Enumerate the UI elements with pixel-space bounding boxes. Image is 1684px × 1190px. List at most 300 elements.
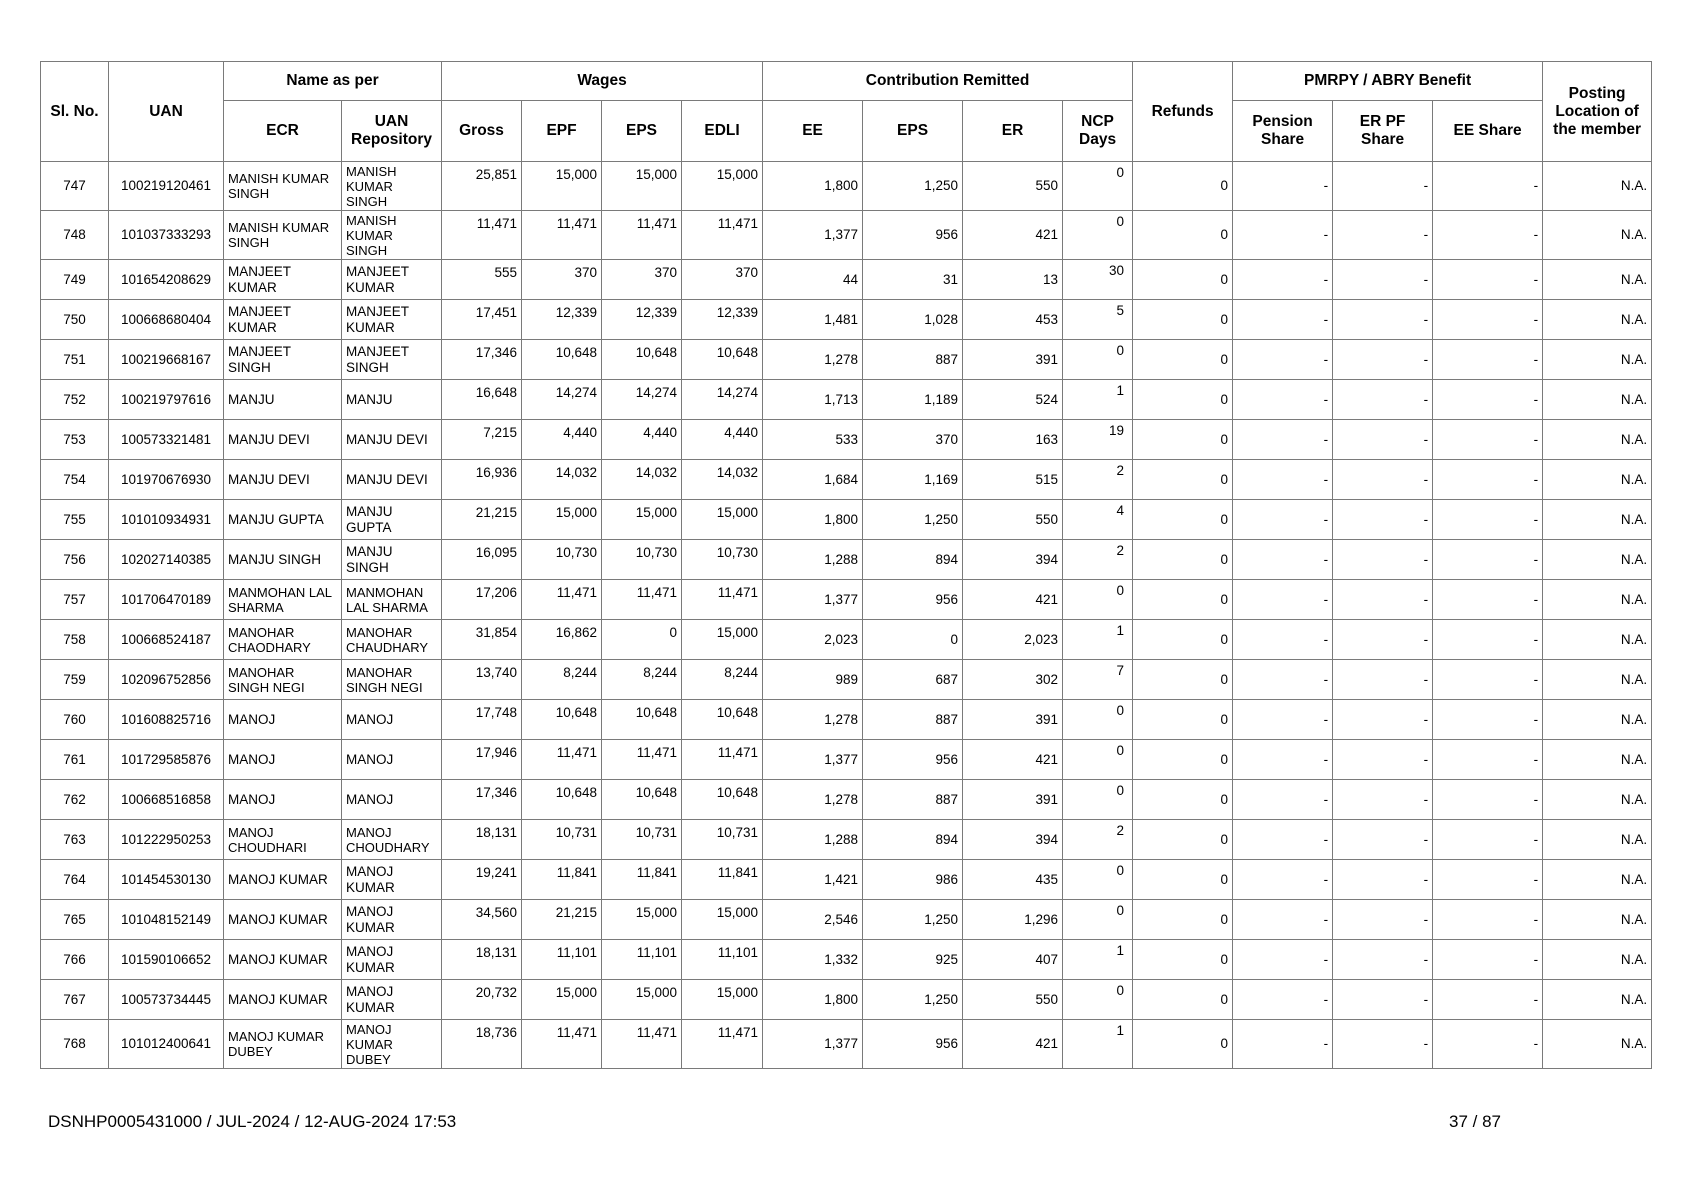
pension-share-cell: -: [1233, 340, 1333, 380]
eps-cell: 10,648: [602, 340, 682, 380]
pension-share-cell: -: [1233, 300, 1333, 340]
sl-no-cell: 758: [41, 620, 109, 660]
er-pf-share-cell: -: [1333, 420, 1433, 460]
ee-cell: 1,481: [763, 300, 863, 340]
er-cell: 550: [963, 500, 1063, 540]
er-pf-share-cell: -: [1333, 260, 1433, 300]
epf-cell: 11,471: [522, 580, 602, 620]
contribution-eps-cell: 887: [863, 780, 963, 820]
sl-no-cell: 754: [41, 460, 109, 500]
eps-cell: 12,339: [602, 300, 682, 340]
uan-repository-name-cell: MANOJ CHOUDHARY: [342, 820, 442, 860]
ecr-name-cell: MANJU GUPTA: [224, 500, 342, 540]
gross-cell: 11,471: [442, 211, 522, 260]
pension-share-cell: -: [1233, 820, 1333, 860]
ecr-name-cell: MANISH KUMAR SINGH: [224, 162, 342, 211]
posting-location-cell: N.A.: [1543, 460, 1652, 500]
uan-cell: 100573321481: [109, 420, 224, 460]
epf-cell: 10,648: [522, 700, 602, 740]
ee-share-cell: -: [1433, 340, 1543, 380]
ecr-name-cell: MANOHAR SINGH NEGI: [224, 660, 342, 700]
er-cell: 453: [963, 300, 1063, 340]
edli-cell: 10,731: [682, 820, 763, 860]
table-row: [41, 700, 1652, 740]
pension-share-cell: -: [1233, 740, 1333, 780]
epf-cell: 10,730: [522, 540, 602, 580]
uan-cell: 101654208629: [109, 260, 224, 300]
posting-location-cell: N.A.: [1543, 860, 1652, 900]
er-pf-share-cell: -: [1333, 460, 1433, 500]
contribution-eps-cell: 31: [863, 260, 963, 300]
header-uan-repository: UAN Repository: [342, 101, 442, 162]
ee-share-cell: -: [1433, 380, 1543, 420]
er-cell: 421: [963, 580, 1063, 620]
er-cell: 391: [963, 340, 1063, 380]
uan-cell: 101970676930: [109, 460, 224, 500]
pension-share-cell: -: [1233, 940, 1333, 980]
table-row: [41, 620, 1652, 660]
refunds-cell: 0: [1133, 620, 1233, 660]
contribution-eps-cell: 956: [863, 211, 963, 260]
eps-cell: 10,648: [602, 780, 682, 820]
eps-cell: 370: [602, 260, 682, 300]
ee-share-cell: -: [1433, 740, 1543, 780]
sl-no-cell: 767: [41, 980, 109, 1020]
sl-no-cell: 755: [41, 500, 109, 540]
edli-cell: 15,000: [682, 900, 763, 940]
epf-cell: 16,862: [522, 620, 602, 660]
gross-cell: 16,095: [442, 540, 522, 580]
refunds-cell: 0: [1133, 260, 1233, 300]
uan-cell: 101608825716: [109, 700, 224, 740]
ee-cell: 1,421: [763, 860, 863, 900]
header-pension-share: Pension Share: [1233, 101, 1333, 162]
er-pf-share-cell: -: [1333, 620, 1433, 660]
header-posting-location: Posting Location of the member: [1543, 62, 1652, 162]
edli-cell: 14,032: [682, 460, 763, 500]
eps-cell: 8,244: [602, 660, 682, 700]
posting-location-cell: N.A.: [1543, 260, 1652, 300]
table-row: [41, 260, 1652, 300]
uan-cell: 100219668167: [109, 340, 224, 380]
uan-repository-name-cell: MANMOHAN LAL SHARMA: [342, 580, 442, 620]
ee-share-cell: -: [1433, 940, 1543, 980]
refunds-cell: 0: [1133, 740, 1233, 780]
eps-cell: 14,274: [602, 380, 682, 420]
edli-cell: 10,730: [682, 540, 763, 580]
gross-cell: 17,346: [442, 780, 522, 820]
gross-cell: 18,131: [442, 820, 522, 860]
refunds-cell: 0: [1133, 940, 1233, 980]
epf-cell: 15,000: [522, 980, 602, 1020]
contribution-eps-cell: 687: [863, 660, 963, 700]
header-contribution-remitted: Contribution Remitted: [763, 62, 1133, 101]
page-number: 37 / 87: [1449, 1112, 1501, 1131]
ee-share-cell: -: [1433, 820, 1543, 860]
sl-no-cell: 759: [41, 660, 109, 700]
ee-cell: 989: [763, 660, 863, 700]
gross-cell: 31,854: [442, 620, 522, 660]
ncp-days-cell: 1: [1063, 380, 1133, 420]
uan-repository-name-cell: MANJEET SINGH: [342, 340, 442, 380]
pension-share-cell: -: [1233, 700, 1333, 740]
uan-cell: 101037333293: [109, 211, 224, 260]
er-pf-share-cell: -: [1333, 211, 1433, 260]
sl-no-cell: 748: [41, 211, 109, 260]
uan-repository-name-cell: MANOHAR CHAUDHARY: [342, 620, 442, 660]
ee-cell: 1,278: [763, 700, 863, 740]
uan-cell: 101706470189: [109, 580, 224, 620]
er-cell: 407: [963, 940, 1063, 980]
edli-cell: 11,101: [682, 940, 763, 980]
er-cell: 2,023: [963, 620, 1063, 660]
uan-cell: 101048152149: [109, 900, 224, 940]
uan-repository-name-cell: MANJU: [342, 380, 442, 420]
ecr-name-cell: MANJEET SINGH: [224, 340, 342, 380]
header-contribution-eps: EPS: [863, 101, 963, 162]
er-cell: 13: [963, 260, 1063, 300]
pension-share-cell: -: [1233, 780, 1333, 820]
table-row: [41, 860, 1652, 900]
refunds-cell: 0: [1133, 380, 1233, 420]
sl-no-cell: 764: [41, 860, 109, 900]
uan-repository-name-cell: MANOJ KUMAR: [342, 980, 442, 1020]
er-pf-share-cell: -: [1333, 740, 1433, 780]
uan-repository-name-cell: MANOJ KUMAR: [342, 860, 442, 900]
ecr-name-cell: MANJU: [224, 380, 342, 420]
ncp-days-cell: 0: [1063, 980, 1133, 1020]
document-reference: DSNHP0005431000 / JUL-2024 / 12-AUG-2024 17:53: [48, 1112, 457, 1131]
ee-cell: 1,278: [763, 780, 863, 820]
edli-cell: 10,648: [682, 700, 763, 740]
contribution-eps-cell: 956: [863, 580, 963, 620]
contribution-eps-cell: 1,250: [863, 162, 963, 211]
edli-cell: 11,471: [682, 740, 763, 780]
ee-share-cell: -: [1433, 460, 1543, 500]
contribution-eps-cell: 1,250: [863, 900, 963, 940]
eps-cell: 11,101: [602, 940, 682, 980]
edli-cell: 15,000: [682, 162, 763, 211]
er-pf-share-cell: -: [1333, 580, 1433, 620]
ee-share-cell: -: [1433, 1020, 1543, 1069]
epf-cell: 370: [522, 260, 602, 300]
contribution-eps-cell: 956: [863, 1020, 963, 1069]
refunds-cell: 0: [1133, 540, 1233, 580]
pension-share-cell: -: [1233, 660, 1333, 700]
ecr-name-cell: MANJU DEVI: [224, 460, 342, 500]
ncp-days-cell: 0: [1063, 700, 1133, 740]
table-row: [41, 211, 1652, 260]
header-wages: Wages: [442, 62, 763, 101]
uan-repository-name-cell: MANISH KUMAR SINGH: [342, 162, 442, 211]
gross-cell: 17,451: [442, 300, 522, 340]
ee-share-cell: -: [1433, 900, 1543, 940]
uan-cell: 100219797616: [109, 380, 224, 420]
refunds-cell: 0: [1133, 980, 1233, 1020]
ee-share-cell: -: [1433, 500, 1543, 540]
ee-cell: 1,684: [763, 460, 863, 500]
ncp-days-cell: 19: [1063, 420, 1133, 460]
eps-cell: 14,032: [602, 460, 682, 500]
refunds-cell: 0: [1133, 162, 1233, 211]
er-pf-share-cell: -: [1333, 340, 1433, 380]
edli-cell: 10,648: [682, 340, 763, 380]
ncp-days-cell: 30: [1063, 260, 1133, 300]
ncp-days-cell: 0: [1063, 740, 1133, 780]
ecr-name-cell: MANJU DEVI: [224, 420, 342, 460]
header-er: ER: [963, 101, 1063, 162]
header-eps: EPS: [602, 101, 682, 162]
table-row: [41, 1020, 1652, 1069]
refunds-cell: 0: [1133, 211, 1233, 260]
ee-share-cell: -: [1433, 780, 1543, 820]
table-row: [41, 820, 1652, 860]
pension-share-cell: -: [1233, 420, 1333, 460]
pension-share-cell: -: [1233, 1020, 1333, 1069]
er-pf-share-cell: -: [1333, 940, 1433, 980]
sl-no-cell: 757: [41, 580, 109, 620]
epf-cell: 8,244: [522, 660, 602, 700]
edli-cell: 15,000: [682, 620, 763, 660]
ecr-name-cell: MANOJ: [224, 740, 342, 780]
ee-cell: 2,546: [763, 900, 863, 940]
er-pf-share-cell: -: [1333, 860, 1433, 900]
gross-cell: 17,946: [442, 740, 522, 780]
gross-cell: 17,346: [442, 340, 522, 380]
epf-cell: 11,841: [522, 860, 602, 900]
posting-location-cell: N.A.: [1543, 900, 1652, 940]
ecr-name-cell: MANJEET KUMAR: [224, 300, 342, 340]
epf-cell: 11,101: [522, 940, 602, 980]
edli-cell: 11,841: [682, 860, 763, 900]
uan-repository-name-cell: MANJU GUPTA: [342, 500, 442, 540]
sl-no-cell: 762: [41, 780, 109, 820]
epf-cell: 11,471: [522, 740, 602, 780]
ee-cell: 1,332: [763, 940, 863, 980]
posting-location-cell: N.A.: [1543, 980, 1652, 1020]
eps-cell: 10,730: [602, 540, 682, 580]
uan-cell: 101012400641: [109, 1020, 224, 1069]
epf-cell: 14,032: [522, 460, 602, 500]
refunds-cell: 0: [1133, 900, 1233, 940]
ecr-name-cell: MANJEET KUMAR: [224, 260, 342, 300]
gross-cell: 18,131: [442, 940, 522, 980]
ecr-contribution-table: [40, 61, 1652, 1069]
table-row: [41, 420, 1652, 460]
posting-location-cell: N.A.: [1543, 780, 1652, 820]
er-pf-share-cell: -: [1333, 1020, 1433, 1069]
table-row: [41, 162, 1652, 211]
sl-no-cell: 756: [41, 540, 109, 580]
eps-cell: 11,471: [602, 740, 682, 780]
ecr-name-cell: MANISH KUMAR SINGH: [224, 211, 342, 260]
eps-cell: 11,841: [602, 860, 682, 900]
posting-location-cell: N.A.: [1543, 940, 1652, 980]
er-cell: 163: [963, 420, 1063, 460]
ee-share-cell: -: [1433, 860, 1543, 900]
sl-no-cell: 747: [41, 162, 109, 211]
edli-cell: 14,274: [682, 380, 763, 420]
ncp-days-cell: 1: [1063, 940, 1133, 980]
gross-cell: 20,732: [442, 980, 522, 1020]
refunds-cell: 0: [1133, 660, 1233, 700]
ee-cell: 1,288: [763, 540, 863, 580]
table-row: [41, 580, 1652, 620]
pension-share-cell: -: [1233, 211, 1333, 260]
er-cell: 524: [963, 380, 1063, 420]
posting-location-cell: N.A.: [1543, 380, 1652, 420]
gross-cell: 18,736: [442, 1020, 522, 1069]
refunds-cell: 0: [1133, 1020, 1233, 1069]
sl-no-cell: 752: [41, 380, 109, 420]
epf-cell: 10,648: [522, 340, 602, 380]
gross-cell: 7,215: [442, 420, 522, 460]
ee-share-cell: -: [1433, 162, 1543, 211]
sl-no-cell: 751: [41, 340, 109, 380]
uan-repository-name-cell: MANOJ KUMAR DUBEY: [342, 1020, 442, 1069]
ee-cell: 1,800: [763, 162, 863, 211]
er-cell: 421: [963, 740, 1063, 780]
posting-location-cell: N.A.: [1543, 740, 1652, 780]
posting-location-cell: N.A.: [1543, 420, 1652, 460]
uan-repository-name-cell: MANOJ: [342, 740, 442, 780]
eps-cell: 15,000: [602, 162, 682, 211]
ee-cell: 2,023: [763, 620, 863, 660]
epf-cell: 14,274: [522, 380, 602, 420]
eps-cell: 4,440: [602, 420, 682, 460]
gross-cell: 19,241: [442, 860, 522, 900]
header-epf: EPF: [522, 101, 602, 162]
er-cell: 421: [963, 1020, 1063, 1069]
ee-share-cell: -: [1433, 580, 1543, 620]
ecr-name-cell: MANMOHAN LAL SHARMA: [224, 580, 342, 620]
pension-share-cell: -: [1233, 620, 1333, 660]
gross-cell: 16,648: [442, 380, 522, 420]
ncp-days-cell: 1: [1063, 620, 1133, 660]
sl-no-cell: 749: [41, 260, 109, 300]
ee-cell: 1,288: [763, 820, 863, 860]
eps-cell: 15,000: [602, 980, 682, 1020]
uan-repository-name-cell: MANJU SINGH: [342, 540, 442, 580]
gross-cell: 17,206: [442, 580, 522, 620]
ee-cell: 1,377: [763, 1020, 863, 1069]
contribution-eps-cell: 887: [863, 340, 963, 380]
epf-cell: 15,000: [522, 500, 602, 540]
ee-share-cell: -: [1433, 540, 1543, 580]
posting-location-cell: N.A.: [1543, 660, 1652, 700]
refunds-cell: 0: [1133, 860, 1233, 900]
contribution-eps-cell: 1,250: [863, 500, 963, 540]
er-pf-share-cell: -: [1333, 380, 1433, 420]
ncp-days-cell: 0: [1063, 162, 1133, 211]
ecr-name-cell: MANOJ KUMAR: [224, 940, 342, 980]
uan-cell: 101590106652: [109, 940, 224, 980]
ee-share-cell: -: [1433, 260, 1543, 300]
contribution-eps-cell: 1,189: [863, 380, 963, 420]
ee-share-cell: -: [1433, 660, 1543, 700]
header-ee-share: EE Share: [1433, 101, 1543, 162]
ee-cell: 1,377: [763, 580, 863, 620]
edli-cell: 11,471: [682, 211, 763, 260]
header-sl-no: Sl. No.: [41, 62, 109, 162]
gross-cell: 17,748: [442, 700, 522, 740]
sl-no-cell: 761: [41, 740, 109, 780]
er-cell: 394: [963, 820, 1063, 860]
er-cell: 391: [963, 780, 1063, 820]
pension-share-cell: -: [1233, 860, 1333, 900]
sl-no-cell: 768: [41, 1020, 109, 1069]
uan-cell: 100573734445: [109, 980, 224, 1020]
table-row: [41, 460, 1652, 500]
header-uan: UAN: [109, 62, 224, 162]
contribution-eps-cell: 0: [863, 620, 963, 660]
refunds-cell: 0: [1133, 820, 1233, 860]
table-row: [41, 740, 1652, 780]
ncp-days-cell: 0: [1063, 340, 1133, 380]
table-row: [41, 340, 1652, 380]
contribution-eps-cell: 894: [863, 820, 963, 860]
er-cell: 550: [963, 980, 1063, 1020]
table-row: [41, 540, 1652, 580]
header-ncp-days: NCP Days: [1063, 101, 1133, 162]
edli-cell: 4,440: [682, 420, 763, 460]
uan-repository-name-cell: MANOJ: [342, 780, 442, 820]
epf-cell: 11,471: [522, 1020, 602, 1069]
sl-no-cell: 750: [41, 300, 109, 340]
posting-location-cell: N.A.: [1543, 820, 1652, 860]
contribution-eps-cell: 370: [863, 420, 963, 460]
edli-cell: 8,244: [682, 660, 763, 700]
uan-repository-name-cell: MANJEET KUMAR: [342, 300, 442, 340]
ncp-days-cell: 2: [1063, 540, 1133, 580]
eps-cell: 10,648: [602, 700, 682, 740]
refunds-cell: 0: [1133, 580, 1233, 620]
epf-cell: 10,731: [522, 820, 602, 860]
ee-share-cell: -: [1433, 211, 1543, 260]
uan-cell: 102096752856: [109, 660, 224, 700]
eps-cell: 15,000: [602, 500, 682, 540]
refunds-cell: 0: [1133, 420, 1233, 460]
er-pf-share-cell: -: [1333, 300, 1433, 340]
pension-share-cell: -: [1233, 900, 1333, 940]
pension-share-cell: -: [1233, 380, 1333, 420]
epf-cell: 10,648: [522, 780, 602, 820]
ncp-days-cell: 0: [1063, 780, 1133, 820]
posting-location-cell: N.A.: [1543, 540, 1652, 580]
header-gross: Gross: [442, 101, 522, 162]
sl-no-cell: 766: [41, 940, 109, 980]
ee-cell: 44: [763, 260, 863, 300]
refunds-cell: 0: [1133, 340, 1233, 380]
gross-cell: 34,560: [442, 900, 522, 940]
ncp-days-cell: 5: [1063, 300, 1133, 340]
contribution-eps-cell: 956: [863, 740, 963, 780]
ee-cell: 1,800: [763, 980, 863, 1020]
eps-cell: 11,471: [602, 1020, 682, 1069]
pension-share-cell: -: [1233, 980, 1333, 1020]
uan-repository-name-cell: MANOJ KUMAR: [342, 940, 442, 980]
uan-repository-name-cell: MANJU DEVI: [342, 460, 442, 500]
er-cell: 1,296: [963, 900, 1063, 940]
table-row: [41, 300, 1652, 340]
pension-share-cell: -: [1233, 260, 1333, 300]
edli-cell: 10,648: [682, 780, 763, 820]
uan-cell: 101010934931: [109, 500, 224, 540]
contribution-eps-cell: 887: [863, 700, 963, 740]
uan-cell: 100219120461: [109, 162, 224, 211]
pension-share-cell: -: [1233, 500, 1333, 540]
epf-cell: 15,000: [522, 162, 602, 211]
